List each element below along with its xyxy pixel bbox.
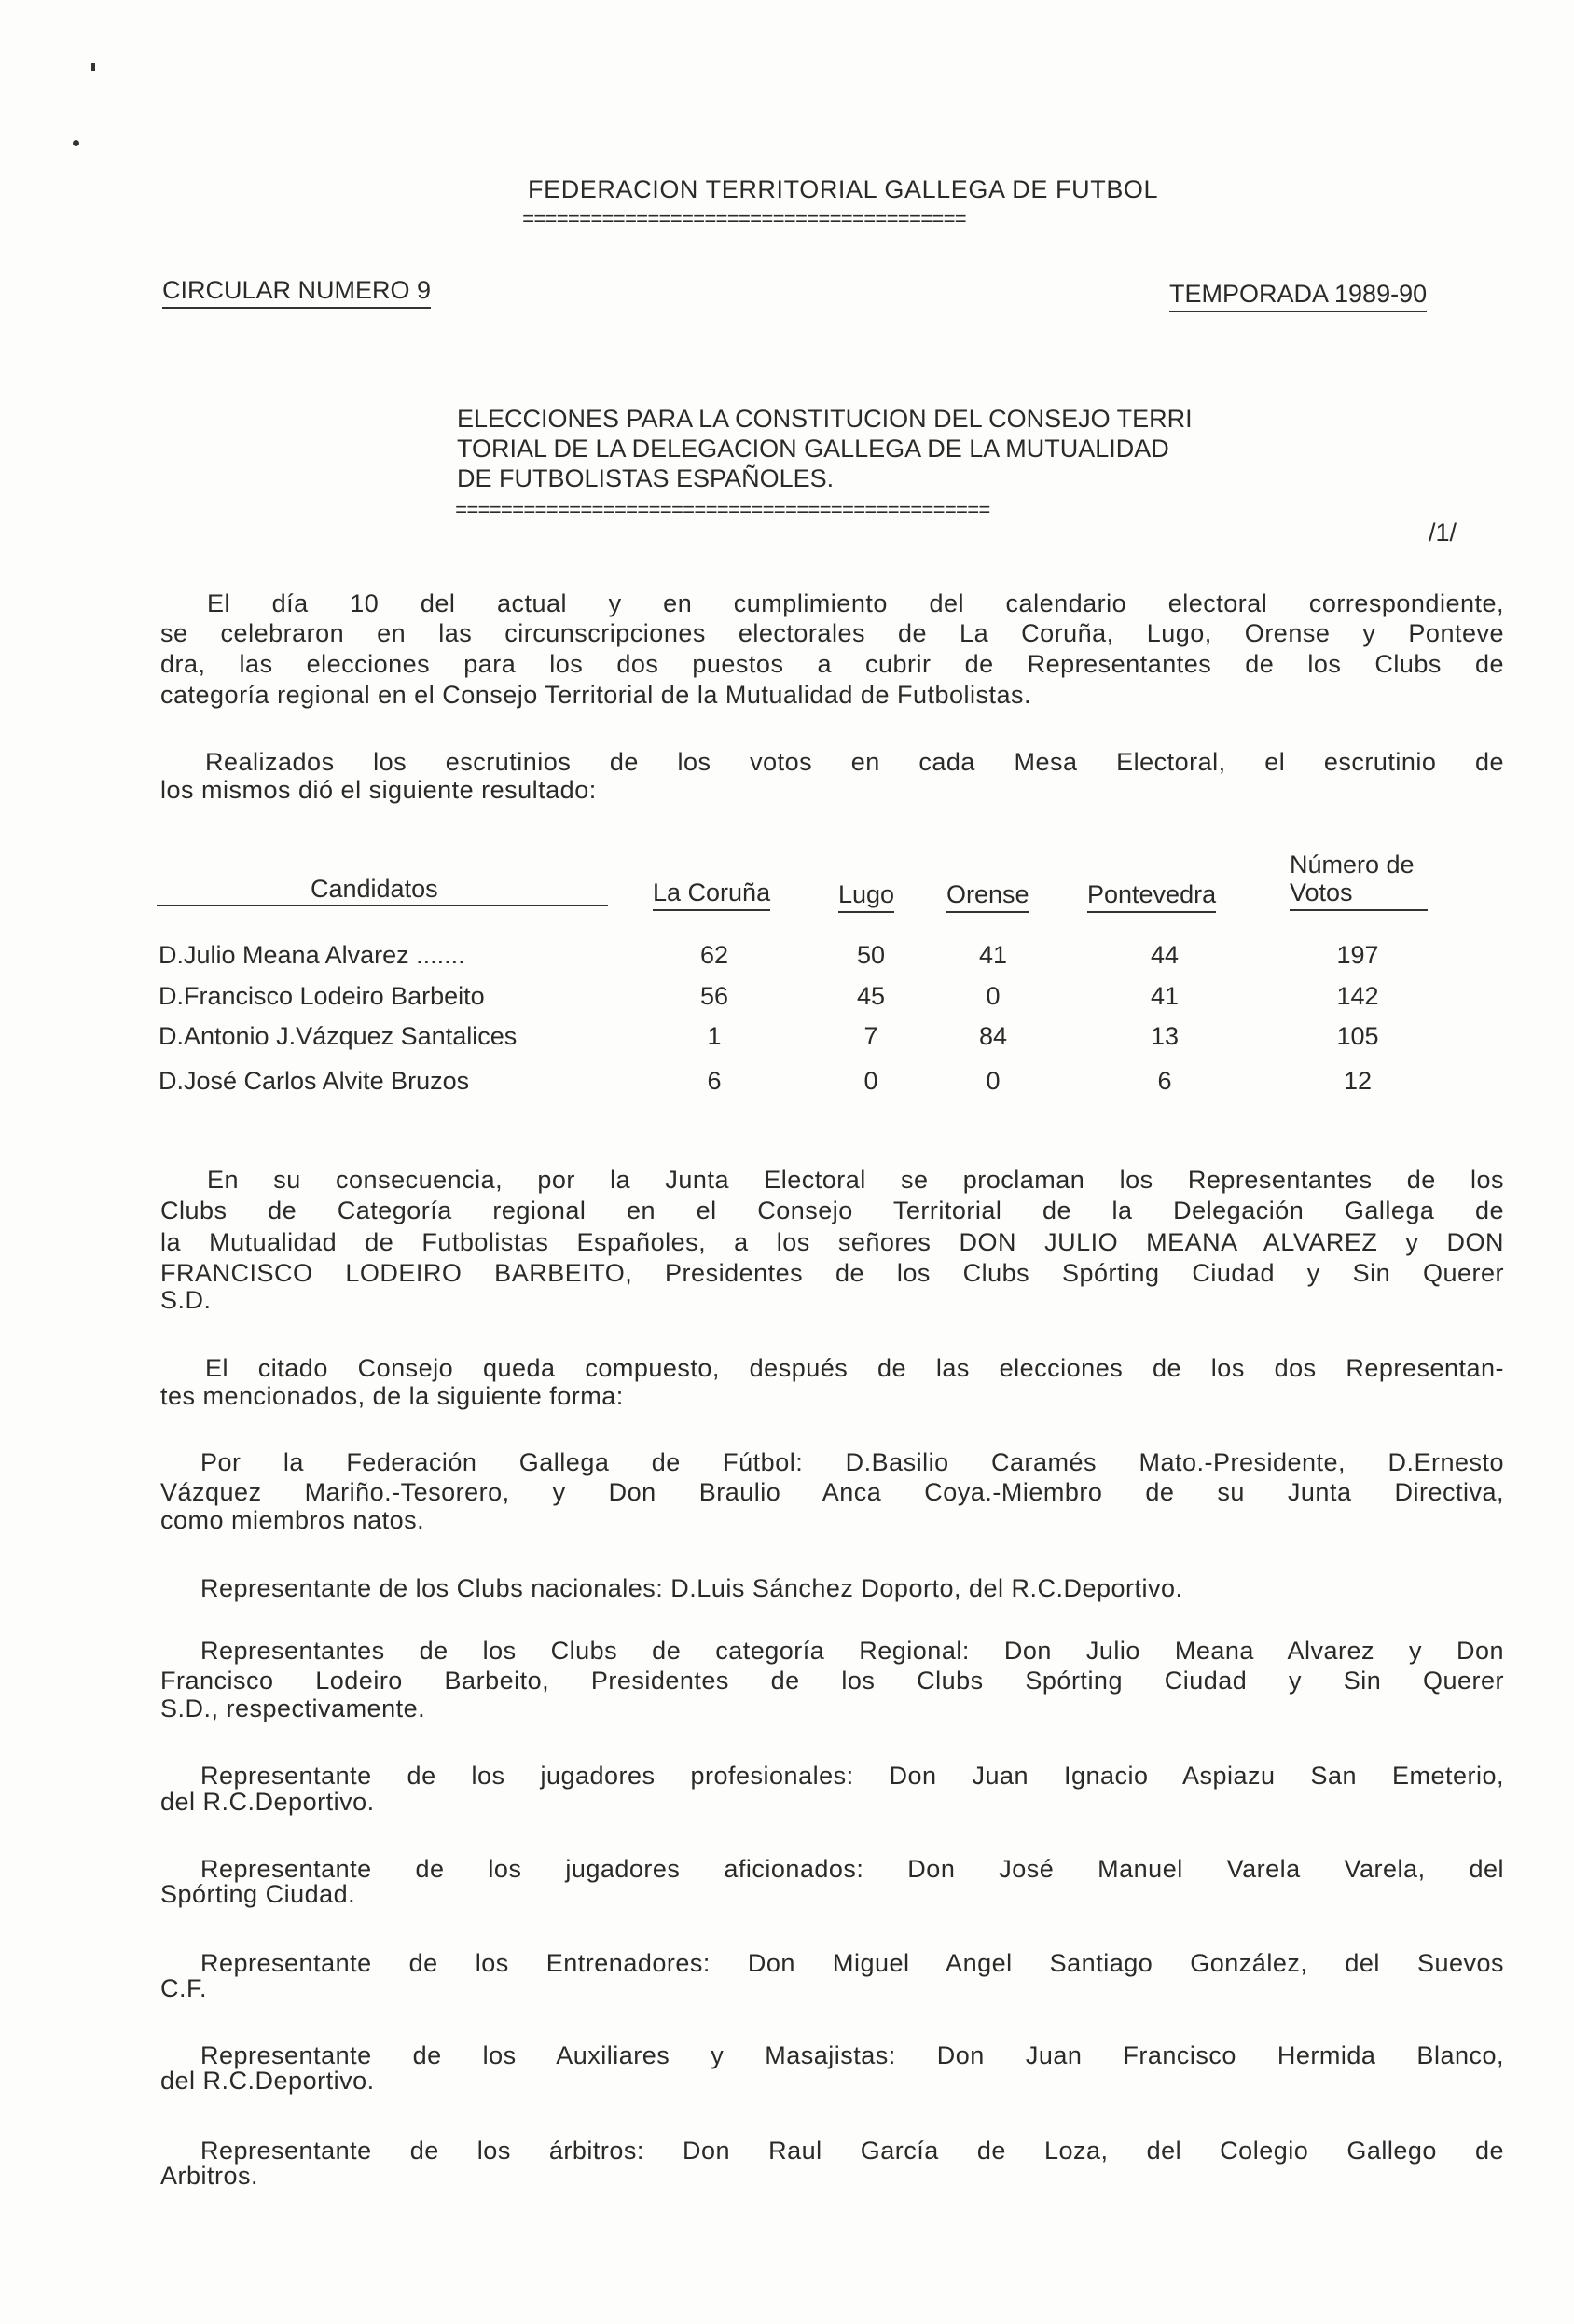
votes-pontevedra: 44 — [1150, 941, 1180, 969]
votes-la-coruna: 1 — [707, 1022, 722, 1050]
votes-total: 12 — [1343, 1067, 1373, 1095]
paragraph-line: Representante de los Clubs nacionales: D.Luis Sánchez Doporto, del R.C.Deportivo. — [200, 1574, 1183, 1602]
season: TEMPORADA 1989-90 — [1169, 280, 1427, 312]
paragraph-line: Representante de los jugadores profesionales: Don Juan Ignacio Aspiazu San Emeterio, — [200, 1762, 1504, 1790]
votes-orense: 84 — [978, 1022, 1008, 1050]
paragraph-line: dra, las elecciones para los dos puestos a cubrir de Representantes de los Clubs de — [160, 650, 1504, 678]
subject-line: TORIAL DE LA DELEGACION GALLEGA DE LA MUTUALIDAD — [457, 435, 1169, 463]
page-number: /1/ — [1429, 519, 1457, 546]
paragraph-line: S.D. — [160, 1286, 212, 1314]
paragraph-line: la Mutualidad de Futbolistas Españoles, a los señores DON JULIO MEANA ALVAREZ y DON — [160, 1228, 1504, 1256]
header-votes-line1: Número de — [1290, 851, 1415, 878]
header-orense: Orense — [946, 880, 1029, 913]
header-candidates: Candidatos — [311, 875, 438, 903]
organization-title: FEDERACION TERRITORIAL GALLEGA DE FUTBOL — [528, 175, 1159, 203]
votes-orense: 0 — [986, 1067, 1001, 1095]
paragraph-line: Clubs de Categoría regional en el Consejo Territorial de la Delegación Gallega de — [160, 1197, 1504, 1224]
votes-lugo: 45 — [856, 982, 886, 1010]
subject-line: DE FUTBOLISTAS ESPAÑOLES. — [457, 464, 835, 492]
paragraph-line: Por la Federación Gallega de Fútbol: D.Basilio Caramés Mato.-Presidente, D.Ernesto — [200, 1448, 1504, 1476]
paragraph-line: En su consecuencia, por la Junta Electoral se proclaman los Representantes de los — [207, 1166, 1504, 1194]
paragraph-line: Francisco Lodeiro Barbeito, Presidentes de los Clubs Spórting Ciudad y Sin Querer — [160, 1667, 1504, 1695]
votes-la-coruna: 6 — [707, 1067, 722, 1095]
paragraph-line: Representante de los Entrenadores: Don Miguel Angel Santiago González, del Suevos — [200, 1949, 1504, 1977]
header-lugo: Lugo — [838, 880, 894, 913]
paragraph-line: tes mencionados, de la siguiente forma: — [160, 1382, 624, 1410]
candidate-name: D.Francisco Lodeiro Barbeito — [159, 982, 485, 1010]
paragraph-line: Vázquez Mariño.-Tesorero, y Don Braulio Anca Coya.-Miembro de su Junta Directiva, — [160, 1478, 1504, 1506]
paragraph-line: del R.C.Deportivo. — [160, 2067, 375, 2095]
paragraph-line: Representante de los árbitros: Don Raul García de Loza, del Colegio Gallego de — [200, 2137, 1504, 2165]
paragraph-line: categoría regional en el Consejo Territorial de la Mutualidad de Futbolistas. — [160, 681, 1032, 709]
paragraph-line: Realizados los escrutinios de los votos en cada Mesa Electoral, el escrutinio de — [205, 748, 1504, 776]
votes-orense: 0 — [986, 982, 1001, 1010]
votes-lugo: 0 — [863, 1067, 878, 1095]
votes-la-coruna: 62 — [699, 941, 729, 969]
header-votes-line2: Votos — [1290, 878, 1428, 911]
candidate-name: D.Antonio J.Vázquez Santalices — [159, 1022, 518, 1050]
paragraph-line: Representante de los jugadores aficionados: Don José Manuel Varela Varela, del — [200, 1855, 1504, 1883]
paragraph-line: Representantes de los Clubs de categoría Regional: Don Julio Meana Alvarez y Don — [200, 1637, 1504, 1665]
votes-lugo: 50 — [856, 941, 886, 969]
subject-line: ELECCIONES PARA LA CONSTITUCION DEL CONSEJO TERRI — [457, 405, 1193, 433]
candidates-underline — [157, 905, 608, 906]
votes-pontevedra: 6 — [1157, 1067, 1172, 1095]
votes-orense: 41 — [978, 941, 1008, 969]
binder-mark — [73, 140, 79, 146]
title-underline: ======================================= — [522, 209, 966, 232]
binder-mark — [91, 63, 95, 71]
paragraph-line: del R.C.Deportivo. — [160, 1788, 375, 1816]
paragraph-line: los mismos dió el siguiente resultado: — [160, 776, 597, 804]
header-la-coruna: La Coruña — [653, 878, 770, 911]
votes-pontevedra: 13 — [1150, 1022, 1180, 1050]
paragraph-line: El día 10 del actual y en cumplimiento del calendario electoral correspondiente, — [207, 589, 1504, 617]
paragraph-line: S.D., respectivamente. — [160, 1695, 426, 1722]
circular-number: CIRCULAR NUMERO 9 — [162, 276, 431, 309]
paragraph-line: El citado Consejo queda compuesto, después de las elecciones de los dos Representan- — [205, 1354, 1504, 1382]
paragraph-line: Arbitros. — [160, 2162, 259, 2190]
paragraph-line: se celebraron en las circunscripciones electorales de La Coruña, Lugo, Orense y Ponteve — [160, 619, 1504, 647]
header-pontevedra: Pontevedra — [1087, 880, 1216, 913]
paragraph-line: como miembros natos. — [160, 1506, 425, 1534]
votes-total: 142 — [1336, 982, 1379, 1010]
votes-lugo: 7 — [863, 1022, 878, 1050]
paragraph-line: Spórting Ciudad. — [160, 1880, 356, 1908]
votes-pontevedra: 41 — [1150, 982, 1180, 1010]
subject-underline: =============================================== — [455, 500, 990, 523]
candidate-name: D.José Carlos Alvite Bruzos — [159, 1067, 470, 1095]
paragraph-line: Representante de los Auxiliares y Masajistas: Don Juan Francisco Hermida Blanco, — [200, 2041, 1504, 2069]
paragraph-line: C.F. — [160, 1974, 208, 2002]
votes-total: 105 — [1336, 1022, 1379, 1050]
votes-total: 197 — [1336, 941, 1379, 969]
candidate-name: D.Julio Meana Alvarez ....... — [159, 941, 465, 969]
paragraph-line: FRANCISCO LODEIRO BARBEITO, Presidentes de los Clubs Spórting Ciudad y Sin Querer — [160, 1259, 1504, 1287]
votes-la-coruna: 56 — [699, 982, 729, 1010]
